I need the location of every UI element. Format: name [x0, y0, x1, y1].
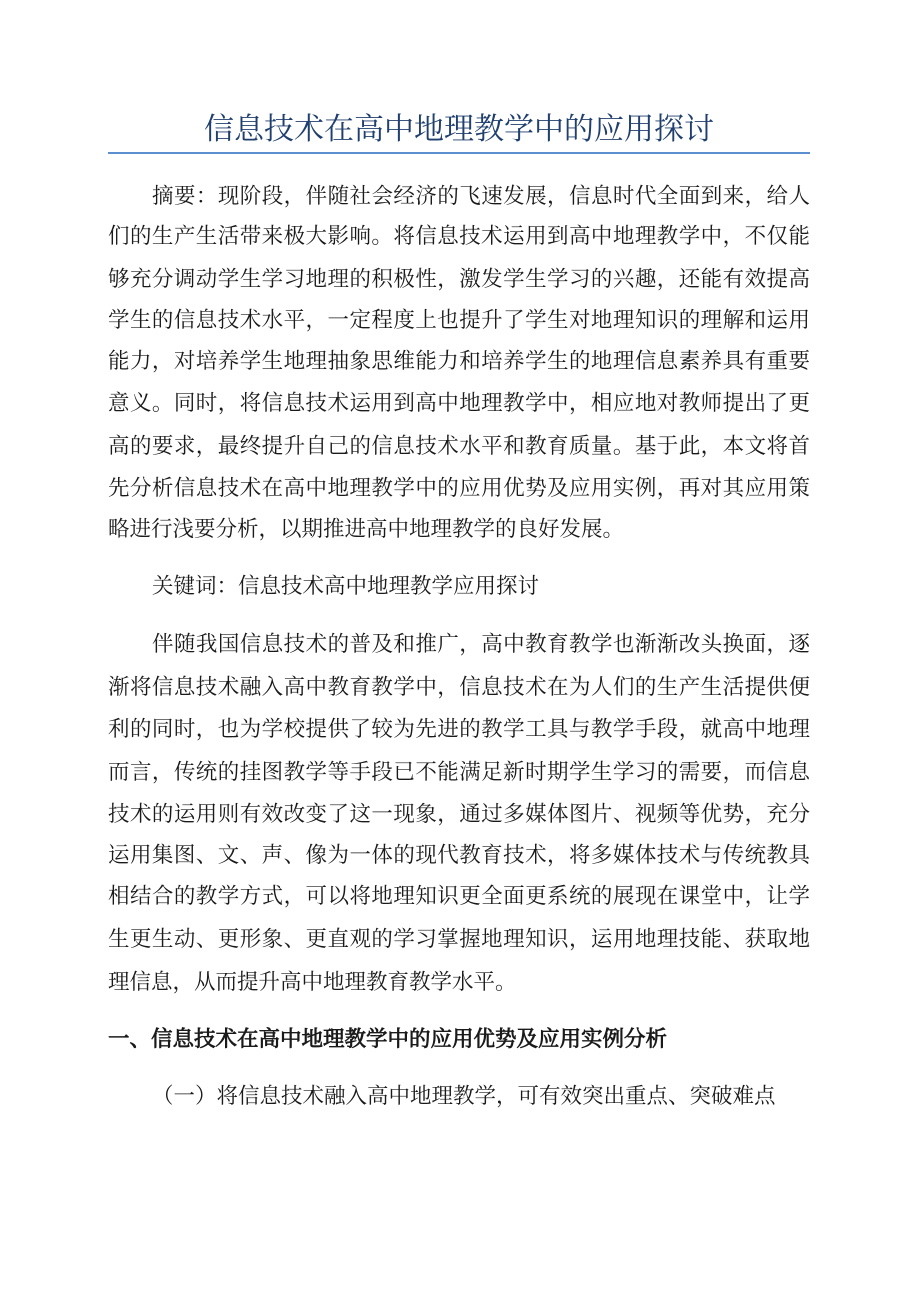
text-line: 而言，传统的挂图教学等手段已不能满足新时期学生学习的需要，而信息 [108, 760, 810, 785]
keywords: 关键词：信息技术高中地理教学应用探讨 [152, 574, 540, 599]
text-line: 先分析信息技术在高中地理教学中的应用优势及应用实例，再对其应用策 [108, 476, 810, 501]
section-heading: 一、信息技术在高中地理教学中的应用优势及应用实例分析 [108, 1027, 668, 1052]
text-line: 意义。同时，将信息技术运用到高中地理教学中，相应地对教师提出了更 [108, 391, 810, 416]
text-line: 能力，对培养学生地理抽象思维能力和培养学生的地理信息素养具有重要 [108, 349, 810, 374]
text-line: 够充分调动学生学习地理的积极性，激发学生学习的兴趣，还能有效提高 [108, 267, 810, 292]
text-line: 高的要求，最终提升自己的信息技术水平和教育质量。基于此，本文将首 [108, 434, 810, 459]
title-underline [108, 152, 810, 154]
text-line: 们的生产生活带来极大影响。将信息技术运用到高中地理教学中，不仅能 [108, 224, 810, 249]
text-line: 理信息，从而提升高中地理教育教学水平。 [108, 970, 517, 995]
text-line: 伴随我国信息技术的普及和推广，高中教育教学也渐渐改头换面，逐 [152, 632, 810, 657]
text-line: 运用集图、文、声、像为一体的现代教育技术，将多媒体技术与传统教具 [108, 843, 810, 868]
text-line: 渐将信息技术融入高中教育教学中，信息技术在为人们的生产生活提供便 [108, 675, 810, 700]
text-line: 利的同时，也为学校提供了较为先进的教学工具与教学手段，就高中地理 [108, 717, 810, 742]
text-line: 技术的运用则有效改变了这一现象，通过多媒体图片、视频等优势，充分 [108, 802, 810, 827]
text-line: 生更生动、更形象、更直观的学习掌握地理知识，运用地理技能、获取地 [108, 927, 810, 952]
subsection-heading: （一）将信息技术融入高中地理教学，可有效突出重点、突破难点 [152, 1084, 776, 1109]
text-line: 相结合的教学方式，可以将地理知识更全面更系统的展现在课堂中，让学 [108, 884, 810, 909]
text-line: 略进行浅要分析，以期推进高中地理教学的良好发展。 [108, 517, 625, 542]
text-line: 摘要：现阶段，伴随社会经济的飞速发展，信息时代全面到来，给人 [152, 184, 810, 209]
document-title: 信息技术在高中地理教学中的应用探讨 [204, 112, 714, 147]
text-line: 学生的信息技术水平，一定程度上也提升了学生对地理知识的理解和运用 [108, 308, 810, 333]
